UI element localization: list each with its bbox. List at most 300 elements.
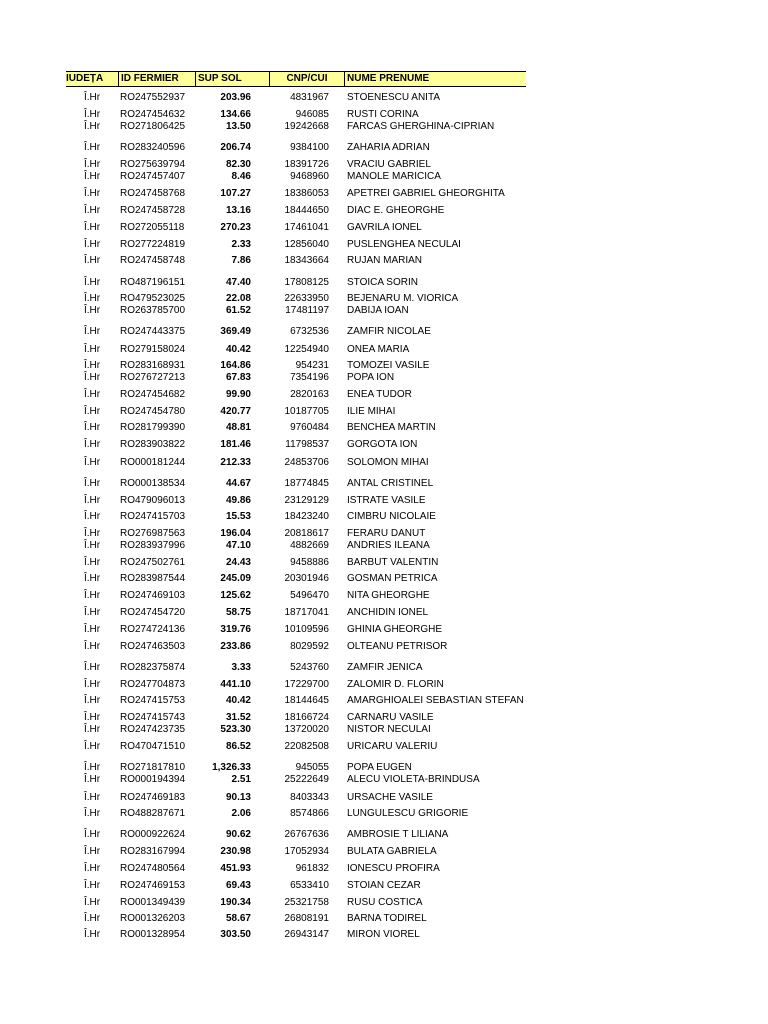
table-row <box>0 92 560 104</box>
cell-id-fermier: RO247454632 <box>120 109 186 120</box>
cell-nume-prenume: PUSLENGHEA NECULAI <box>347 239 461 250</box>
cell-judet: Î.Hr <box>84 624 101 635</box>
cell-cnp-cui: 9384100 <box>290 142 329 153</box>
cell-id-fermier: RO247454720 <box>120 607 186 618</box>
cell-id-fermier: RO272055118 <box>120 222 185 233</box>
cell-cnp-cui: 18343664 <box>284 255 329 266</box>
table-row <box>0 457 560 469</box>
cell-id-fermier: RO271817810 <box>120 762 186 773</box>
cell-nume-prenume: FARCAS GHERGHINA-CIPRIAN <box>347 121 495 132</box>
cell-sup-sol: 230.98 <box>220 846 251 857</box>
cell-sup-sol: 86.52 <box>225 741 251 752</box>
cell-judet: Î.Hr <box>84 829 101 840</box>
cell-id-fermier: RO247458768 <box>120 188 186 199</box>
cell-judet: Î.Hr <box>84 607 101 618</box>
cell-cnp-cui: 18774845 <box>284 478 329 489</box>
cell-cnp-cui: 961832 <box>295 863 329 874</box>
table-row <box>0 511 560 523</box>
cell-nume-prenume: AMARGHIOALEI SEBASTIAN STEFAN <box>347 695 524 706</box>
cell-cnp-cui: 2820163 <box>290 389 329 400</box>
table-row <box>0 121 560 133</box>
cell-id-fermier: RO247415753 <box>120 695 186 706</box>
table-row <box>0 913 560 925</box>
table-row <box>0 528 560 540</box>
cell-sup-sol: 13.50 <box>225 121 251 132</box>
cell-sup-sol: 7.86 <box>231 255 251 266</box>
cell-judet: Î.Hr <box>84 439 101 450</box>
cell-nume-prenume: IONESCU PROFIRA <box>347 863 440 874</box>
cell-cnp-cui: 9458886 <box>290 557 329 568</box>
cell-id-fermier: RO283168931 <box>120 360 186 371</box>
cell-sup-sol: 82.30 <box>225 159 251 170</box>
cell-judet: Î.Hr <box>84 159 101 170</box>
cell-sup-sol: 99.90 <box>225 389 251 400</box>
cell-sup-sol: 303.50 <box>220 929 251 940</box>
cell-id-fermier: RO279158024 <box>120 344 186 355</box>
cell-id-fermier: RO247415743 <box>120 712 186 723</box>
cell-judet: Î.Hr <box>84 929 101 940</box>
cell-cnp-cui: 18391726 <box>284 159 329 170</box>
cell-id-fermier: RO247458728 <box>120 205 186 216</box>
header-cnp-cui: CNP/CUI <box>269 72 344 86</box>
cell-judet: Î.Hr <box>84 121 101 132</box>
cell-nume-prenume: NITA GHEORGHE <box>347 590 430 601</box>
table-row <box>0 326 560 338</box>
cell-judet: Î.Hr <box>84 478 101 489</box>
cell-sup-sol: 125.62 <box>220 590 251 601</box>
cell-judet: Î.Hr <box>84 846 101 857</box>
cell-id-fermier: RO276987563 <box>120 528 186 539</box>
cell-sup-sol: 451.93 <box>220 863 251 874</box>
cell-id-fermier: RO283167994 <box>120 846 186 857</box>
table-row <box>0 222 560 234</box>
cell-sup-sol: 15.53 <box>225 511 251 522</box>
cell-sup-sol: 40.42 <box>225 695 251 706</box>
table-row <box>0 344 560 356</box>
cell-cnp-cui: 8403343 <box>290 792 329 803</box>
cell-nume-prenume: CARNARU VASILE <box>347 712 434 723</box>
cell-nume-prenume: ILIE MIHAI <box>347 406 396 417</box>
cell-judet: Î.Hr <box>84 679 101 690</box>
cell-id-fermier: RO283903822 <box>120 439 186 450</box>
table-row <box>0 389 560 401</box>
cell-nume-prenume: ALECU VIOLETA-BRINDUSA <box>347 774 480 785</box>
cell-judet: Î.Hr <box>84 142 101 153</box>
cell-cnp-cui: 4831967 <box>290 92 329 103</box>
cell-sup-sol: 58.67 <box>225 913 251 924</box>
cell-judet: Î.Hr <box>84 495 101 506</box>
cell-id-fermier: RO001326203 <box>120 913 186 924</box>
cell-judet: Î.Hr <box>84 540 101 551</box>
cell-cnp-cui: 5243760 <box>290 662 329 673</box>
cell-cnp-cui: 17052934 <box>284 846 329 857</box>
cell-id-fermier: RO274724136 <box>120 624 186 635</box>
cell-judet: Î.Hr <box>84 344 101 355</box>
cell-id-fermier: RO247502761 <box>120 557 186 568</box>
cell-nume-prenume: OLTEANU PETRISOR <box>347 641 448 652</box>
cell-judet: Î.Hr <box>84 222 101 233</box>
cell-nume-prenume: POPA EUGEN <box>347 762 412 773</box>
cell-nume-prenume: RUSTI CORINA <box>347 109 419 120</box>
cell-judet: Î.Hr <box>84 808 101 819</box>
cell-judet: Î.Hr <box>84 188 101 199</box>
cell-id-fermier: RO263785700 <box>120 305 186 316</box>
table-row <box>0 540 560 552</box>
cell-judet: Î.Hr <box>84 641 101 652</box>
cell-sup-sol: 13.16 <box>225 205 251 216</box>
cell-sup-sol: 181.46 <box>220 439 251 450</box>
cell-nume-prenume: FERARU DANUT <box>347 528 426 539</box>
cell-cnp-cui: 18444650 <box>284 205 329 216</box>
cell-nume-prenume: STOICA SORIN <box>347 277 418 288</box>
table-row <box>0 829 560 841</box>
cell-judet: Î.Hr <box>84 897 101 908</box>
cell-nume-prenume: ANDRIES ILEANA <box>347 540 430 551</box>
cell-id-fermier: RO276727213 <box>120 372 186 383</box>
cell-nume-prenume: MANOLE MARICICA <box>347 171 441 182</box>
cell-id-fermier: RO247458748 <box>120 255 186 266</box>
cell-nume-prenume: ANCHIDIN IONEL <box>347 607 429 618</box>
table-row <box>0 255 560 267</box>
cell-nume-prenume: AMBROSIE T LILIANA <box>347 829 449 840</box>
cell-judet: Î.Hr <box>84 305 101 316</box>
cell-cnp-cui: 4882669 <box>290 540 329 551</box>
table-row <box>0 372 560 384</box>
cell-id-fermier: RO479096013 <box>120 495 186 506</box>
cell-judet: Î.Hr <box>84 695 101 706</box>
cell-judet: Î.Hr <box>84 109 101 120</box>
cell-judet: Î.Hr <box>84 205 101 216</box>
cell-id-fermier: RO470471510 <box>120 741 186 752</box>
cell-judet: Î.Hr <box>84 422 101 433</box>
cell-nume-prenume: BARNA TODIREL <box>347 913 427 924</box>
cell-id-fermier: RO283937996 <box>120 540 186 551</box>
cell-nume-prenume: VRACIU GABRIEL <box>347 159 431 170</box>
table-row <box>0 863 560 875</box>
cell-id-fermier: RO001328954 <box>120 929 186 940</box>
cell-id-fermier: RO247704873 <box>120 679 186 690</box>
cell-cnp-cui: 26767636 <box>284 829 329 840</box>
cell-cnp-cui: 17229700 <box>284 679 329 690</box>
table-row <box>0 762 560 774</box>
table-row <box>0 679 560 691</box>
cell-judet: Î.Hr <box>84 590 101 601</box>
cell-nume-prenume: BEJENARU M. VIORICA <box>347 293 459 304</box>
cell-id-fermier: RO281799390 <box>120 422 186 433</box>
cell-sup-sol: 47.10 <box>225 540 251 551</box>
table-row <box>0 557 560 569</box>
cell-judet: Î.Hr <box>84 277 101 288</box>
cell-judet: Î.Hr <box>84 457 101 468</box>
cell-sup-sol: 47.40 <box>225 277 251 288</box>
cell-nume-prenume: URICARU VALERIU <box>347 741 438 752</box>
cell-sup-sol: 1,326.33 <box>212 762 251 773</box>
header-sup-sol: SUP SOL <box>195 72 269 86</box>
table-row <box>0 239 560 251</box>
cell-judet: Î.Hr <box>84 293 101 304</box>
cell-cnp-cui: 20818617 <box>284 528 329 539</box>
cell-id-fermier: RO247469103 <box>120 590 186 601</box>
cell-sup-sol: 67.83 <box>225 372 251 383</box>
cell-id-fermier: RO247423735 <box>120 724 186 735</box>
table-row <box>0 624 560 636</box>
cell-cnp-cui: 7354196 <box>290 372 329 383</box>
table-row <box>0 897 560 909</box>
cell-nume-prenume: ANTAL CRISTINEL <box>347 478 434 489</box>
cell-id-fermier: RO247415703 <box>120 511 186 522</box>
cell-cnp-cui: 17808125 <box>284 277 329 288</box>
cell-cnp-cui: 17481197 <box>285 305 329 316</box>
table-row <box>0 792 560 804</box>
cell-id-fermier: RO488287671 <box>120 808 186 819</box>
table-row <box>0 495 560 507</box>
table-row <box>0 929 560 941</box>
table-row <box>0 159 560 171</box>
cell-sup-sol: 134.66 <box>220 109 251 120</box>
cell-nume-prenume: GHINIA GHEORGHE <box>347 624 443 635</box>
cell-id-fermier: RO000922624 <box>120 829 186 840</box>
cell-id-fermier: RO247463503 <box>120 641 186 652</box>
table-row <box>0 808 560 820</box>
cell-nume-prenume: APETREI GABRIEL GHEORGHITA <box>347 188 505 199</box>
cell-cnp-cui: 11798537 <box>285 439 329 450</box>
cell-sup-sol: 31.52 <box>225 712 251 723</box>
table-row <box>0 109 560 121</box>
cell-sup-sol: 206.74 <box>220 142 251 153</box>
cell-judet: Î.Hr <box>84 372 101 383</box>
cell-cnp-cui: 954231 <box>295 360 329 371</box>
cell-id-fermier: RO000194394 <box>120 774 186 785</box>
cell-id-fermier: RO001349439 <box>120 897 186 908</box>
cell-sup-sol: 441.10 <box>220 679 251 690</box>
cell-nume-prenume: MIRON VIOREL <box>347 929 420 940</box>
cell-nume-prenume: STOENESCU ANITA <box>347 92 440 103</box>
cell-id-fermier: RO000181244 <box>120 457 186 468</box>
table-row <box>0 607 560 619</box>
cell-sup-sol: 245.09 <box>220 573 251 584</box>
table-row <box>0 142 560 154</box>
cell-cnp-cui: 6732536 <box>290 326 329 337</box>
cell-id-fermier: RO479523025 <box>120 293 186 304</box>
cell-judet: Î.Hr <box>84 557 101 568</box>
cell-cnp-cui: 18717041 <box>284 607 329 618</box>
cell-sup-sol: 319.76 <box>220 624 251 635</box>
table-row <box>0 205 560 217</box>
cell-cnp-cui: 17461041 <box>284 222 329 233</box>
cell-id-fermier: RO487196151 <box>120 277 186 288</box>
cell-cnp-cui: 6533410 <box>290 880 329 891</box>
cell-nume-prenume: STOIAN CEZAR <box>347 880 421 891</box>
cell-cnp-cui: 946085 <box>295 109 329 120</box>
cell-cnp-cui: 26943147 <box>284 929 329 940</box>
cell-nume-prenume: TOMOZEI VASILE <box>347 360 430 371</box>
cell-judet: Î.Hr <box>84 863 101 874</box>
table-row <box>0 641 560 653</box>
table-row <box>0 277 560 289</box>
cell-nume-prenume: ZAHARIA ADRIAN <box>347 142 430 153</box>
cell-id-fermier: RO247480564 <box>120 863 186 874</box>
cell-sup-sol: 40.42 <box>225 344 251 355</box>
cell-nume-prenume: BENCHEA MARTIN <box>347 422 436 433</box>
cell-nume-prenume: RUSU COSTICA <box>347 897 423 908</box>
cell-id-fermier: RO247454682 <box>120 389 186 400</box>
cell-nume-prenume: ZAMFIR JENICA <box>347 662 423 673</box>
cell-nume-prenume: ISTRATE VASILE <box>347 495 426 506</box>
cell-nume-prenume: DIAC E. GHEORGHE <box>347 205 445 216</box>
cell-judet: Î.Hr <box>84 92 101 103</box>
cell-sup-sol: 190.34 <box>220 897 251 908</box>
table-header <box>66 71 526 87</box>
cell-id-fermier: RO277224819 <box>120 239 186 250</box>
cell-judet: Î.Hr <box>84 171 101 182</box>
cell-judet: Î.Hr <box>84 573 101 584</box>
cell-judet: Î.Hr <box>84 712 101 723</box>
cell-sup-sol: 420.77 <box>220 406 251 417</box>
header-nume-prenume: NUME PRENUME <box>344 72 526 86</box>
cell-judet: Î.Hr <box>84 360 101 371</box>
cell-cnp-cui: 12254940 <box>284 344 329 355</box>
cell-id-fermier: RO247443375 <box>120 326 186 337</box>
table-row <box>0 695 560 707</box>
table-row <box>0 188 560 200</box>
cell-nume-prenume: GOSMAN PETRICA <box>347 573 438 584</box>
cell-nume-prenume: ZAMFIR NICOLAE <box>347 326 431 337</box>
cell-cnp-cui: 12856040 <box>284 239 329 250</box>
cell-cnp-cui: 23129129 <box>284 495 329 506</box>
cell-id-fermier: RO283987544 <box>120 573 186 584</box>
cell-cnp-cui: 5496470 <box>290 590 329 601</box>
table-row <box>0 171 560 183</box>
table-row <box>0 880 560 892</box>
cell-sup-sol: 58.75 <box>225 607 251 618</box>
cell-nume-prenume: GORGOTA ION <box>347 439 418 450</box>
header-id-fermier: ID FERMIER <box>118 72 195 86</box>
cell-id-fermier: RO247457407 <box>120 171 186 182</box>
cell-nume-prenume: SOLOMON MIHAI <box>347 457 429 468</box>
table-row <box>0 406 560 418</box>
cell-cnp-cui: 18166724 <box>284 712 329 723</box>
table-row <box>0 360 560 372</box>
cell-judet: Î.Hr <box>84 239 101 250</box>
cell-sup-sol: 3.33 <box>231 662 251 673</box>
cell-sup-sol: 212.33 <box>220 457 251 468</box>
cell-judet: Î.Hr <box>84 255 101 266</box>
table-row <box>0 724 560 736</box>
cell-sup-sol: 90.13 <box>225 792 251 803</box>
cell-id-fermier: RO247469183 <box>120 792 186 803</box>
cell-sup-sol: 107.27 <box>220 188 251 199</box>
cell-sup-sol: 2.51 <box>231 774 251 785</box>
cell-cnp-cui: 9760484 <box>290 422 329 433</box>
cell-id-fermier: RO275639794 <box>120 159 186 170</box>
table-row <box>0 590 560 602</box>
cell-id-fermier: RO247552937 <box>120 92 186 103</box>
cell-cnp-cui: 945055 <box>295 762 329 773</box>
cell-nume-prenume: GAVRILA IONEL <box>347 222 422 233</box>
cell-cnp-cui: 10109596 <box>284 624 329 635</box>
cell-sup-sol: 61.52 <box>225 305 251 316</box>
table-row <box>0 662 560 674</box>
cell-nume-prenume: CIMBRU NICOLAIE <box>347 511 436 522</box>
cell-nume-prenume: LUNGULESCU GRIGORIE <box>347 808 469 819</box>
cell-cnp-cui: 26808191 <box>284 913 329 924</box>
table-row <box>0 712 560 724</box>
table-row <box>0 741 560 753</box>
cell-sup-sol: 270.23 <box>220 222 251 233</box>
cell-sup-sol: 49.86 <box>225 495 251 506</box>
cell-nume-prenume: ENEA TUDOR <box>347 389 412 400</box>
cell-sup-sol: 69.43 <box>225 880 251 891</box>
cell-sup-sol: 233.86 <box>220 641 251 652</box>
table-row <box>0 422 560 434</box>
cell-nume-prenume: NISTOR NECULAI <box>347 724 431 735</box>
cell-id-fermier: RO283240596 <box>120 142 186 153</box>
cell-sup-sol: 2.33 <box>231 239 251 250</box>
table-row <box>0 774 560 786</box>
cell-sup-sol: 44.67 <box>225 478 251 489</box>
cell-judet: Î.Hr <box>84 880 101 891</box>
cell-cnp-cui: 13720020 <box>284 724 329 735</box>
cell-sup-sol: 203.96 <box>220 92 251 103</box>
cell-nume-prenume: DABIJA IOAN <box>347 305 409 316</box>
cell-judet: Î.Hr <box>84 762 101 773</box>
cell-id-fermier: RO247469153 <box>120 880 186 891</box>
cell-id-fermier: RO000138534 <box>120 478 186 489</box>
table-row <box>0 439 560 451</box>
cell-cnp-cui: 24853706 <box>284 457 329 468</box>
cell-cnp-cui: 18423240 <box>284 511 329 522</box>
table-row <box>0 573 560 585</box>
cell-judet: Î.Hr <box>84 326 101 337</box>
cell-cnp-cui: 22633950 <box>284 293 329 304</box>
cell-cnp-cui: 8574866 <box>290 808 329 819</box>
table-row <box>0 293 560 305</box>
cell-id-fermier: RO282375874 <box>120 662 186 673</box>
cell-sup-sol: 22.08 <box>225 293 251 304</box>
cell-sup-sol: 48.81 <box>225 422 251 433</box>
cell-cnp-cui: 25222649 <box>284 774 329 785</box>
cell-judet: Î.Hr <box>84 913 101 924</box>
cell-sup-sol: 164.86 <box>220 360 251 371</box>
table-row <box>0 478 560 490</box>
cell-sup-sol: 369.49 <box>220 326 251 337</box>
cell-judet: Î.Hr <box>84 792 101 803</box>
cell-judet: Î.Hr <box>84 528 101 539</box>
cell-judet: Î.Hr <box>84 774 101 785</box>
cell-cnp-cui: 10187705 <box>284 406 329 417</box>
cell-cnp-cui: 22082508 <box>284 741 329 752</box>
cell-judet: Î.Hr <box>84 406 101 417</box>
cell-nume-prenume: ONEA MARIA <box>347 344 410 355</box>
cell-nume-prenume: BARBUT VALENTIN <box>347 557 439 568</box>
cell-judet: Î.Hr <box>84 511 101 522</box>
cell-nume-prenume: ZALOMIR D. FLORIN <box>347 679 444 690</box>
cell-sup-sol: 24.43 <box>225 557 251 568</box>
cell-sup-sol: 523.30 <box>220 724 251 735</box>
cell-judet: Î.Hr <box>84 724 101 735</box>
cell-sup-sol: 8.46 <box>231 171 251 182</box>
cell-cnp-cui: 25321758 <box>284 897 329 908</box>
cell-judet: Î.Hr <box>84 389 101 400</box>
cell-sup-sol: 90.62 <box>225 829 251 840</box>
cell-cnp-cui: 19242668 <box>284 121 329 132</box>
cell-nume-prenume: BULATA GABRIELA <box>347 846 437 857</box>
cell-id-fermier: RO271806425 <box>120 121 186 132</box>
cell-cnp-cui: 18144645 <box>284 695 329 706</box>
cell-judet: Î.Hr <box>84 662 101 673</box>
table-row <box>0 305 560 317</box>
cell-nume-prenume: RUJAN MARIAN <box>347 255 423 266</box>
